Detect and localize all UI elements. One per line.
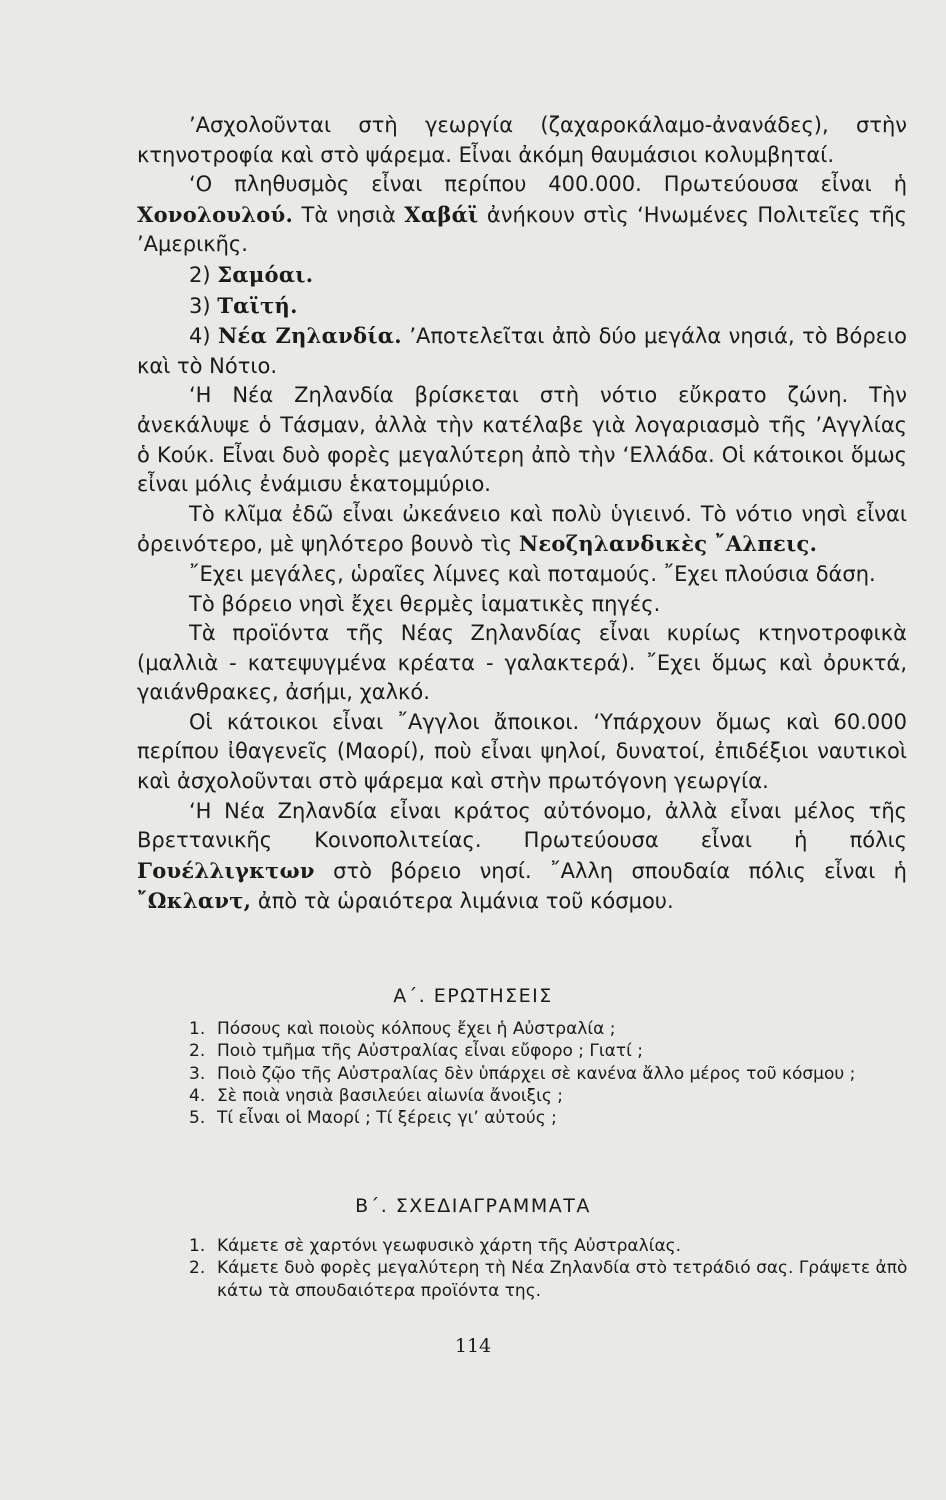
text-run: 4) bbox=[189, 324, 219, 349]
item-number: 5. bbox=[189, 1108, 206, 1129]
text-run: Οἱ κάτοικοι εἶναι ῎Αγγλοι ἄποικοι. ‘Υπάρχουν ὅμως καὶ 60.000 περίπου ἰθαγενεῖς (Μαορί), ποὺ εἶναι ψηλοί, δυνατοί, ἐπιδέξιοι ναυτικοὶ καὶ ἀσχολοῦνται στὸ ψάρεμα καὶ στὴν πρωτόγονη γεωργία. bbox=[137, 709, 907, 794]
text-run: ‘Ο πληθυσμὸς εἶναι περίπου 400.000. Πρωτεύουσα εἶναι ἡ bbox=[189, 172, 907, 197]
item-text: Σὲ ποιὰ νησιὰ βασιλεύει αἰωνία ἄνοιξις ; bbox=[217, 1085, 564, 1106]
item-number: 1. bbox=[189, 1236, 206, 1256]
item-text: Ποιὸ τμῆμα τῆς Αὐστραλίας εἶναι εὔφορο ; Γιατί ; bbox=[217, 1041, 643, 1062]
paragraph bbox=[137, 619, 907, 708]
bold-term: Γουέλλιγκτων bbox=[137, 857, 315, 883]
bold-term: Σαμόαι. bbox=[217, 261, 314, 287]
page-number: 114 bbox=[454, 1335, 492, 1357]
paragraph bbox=[137, 381, 907, 499]
list-item bbox=[189, 1085, 919, 1107]
text-run: Τὸ βόρειο νησὶ ἔχει θερμὲς ἰαματικὲς πηγές. bbox=[189, 591, 661, 616]
text-run: 3) bbox=[189, 293, 218, 318]
paragraph bbox=[137, 170, 907, 260]
text-run: Τὰ νησιὰ bbox=[293, 202, 405, 227]
item-number: 2. bbox=[189, 1258, 206, 1279]
paragraph bbox=[137, 797, 907, 917]
text-run: Τὰ προϊόντα τῆς Νέας Ζηλανδίας εἶναι κυρίως κτηνοτροφικὰ (μαλλιὰ - κατεψυγμένα κρέατα - γαλακτερά). ῎Εχει ὅμως καὶ ὀρυκτά, γαιάνθρακες, ἀσήμι, χαλκό. bbox=[137, 621, 907, 705]
text-run: ἀνήκουν στὶς ‘Ηνωμένες Πολιτεῖες τῆς ’Αμερικῆς. bbox=[137, 202, 907, 257]
text-run: ’Ασχολοῦνται στὴ γεωργία (ζαχαροκάλαμο-ἀνανάδες), στὴν κτηνοτροφία καὶ στὸ ψάρεμα. Εἶναι ἀκόμη θαυμάσιοι κολυμβηταί. bbox=[137, 113, 907, 167]
paragraph bbox=[137, 560, 907, 590]
paragraph bbox=[137, 590, 907, 620]
text-run: ῎Εχει μεγάλες, ὡραῖες λίμνες καὶ ποταμούς. ῎Εχει πλούσια δάση. bbox=[189, 561, 876, 586]
list-item bbox=[189, 1063, 919, 1085]
item-text: Τί εἶναι οἱ Μαορί ; Τί ξέρεις γι’ αὐτούς ; bbox=[217, 1108, 557, 1129]
item-number: 2. bbox=[189, 1041, 206, 1062]
sketches-list bbox=[189, 1235, 919, 1302]
bold-term: Ταϊτή. bbox=[217, 292, 298, 318]
text-run: στὸ βόρειο νησί. ῎Αλλη σπουδαία πόλις εἶναι ἡ bbox=[314, 858, 907, 883]
list-item bbox=[189, 1040, 919, 1062]
bold-term: Νέα Ζηλανδία. bbox=[218, 323, 402, 349]
bold-term: Νεοζηλανδικὲς ῎Αλπεις. bbox=[518, 531, 818, 557]
bold-term: Χονολουλού. bbox=[137, 201, 294, 227]
text-run: 2) bbox=[189, 262, 218, 287]
paragraph bbox=[137, 291, 907, 322]
sketches-heading: Β΄. ΣΧΕΔΙΑΓΡΑΜΜΑΤΑ bbox=[355, 1195, 591, 1217]
item-number: 4. bbox=[189, 1085, 206, 1106]
paragraph bbox=[137, 708, 907, 797]
bold-term: ῎Ωκλαντ, bbox=[137, 888, 252, 914]
item-number: 3. bbox=[189, 1063, 206, 1084]
body-text bbox=[137, 111, 907, 917]
text-run: Τὸ κλῖμα ἐδῶ εἶναι ὠκεάνειο καὶ πολὺ ὑγιεινό. Τὸ νότιο νησὶ εἶναι ὀρεινότερο, μὲ ψηλότερο βουνὸ τὶς bbox=[137, 501, 907, 557]
paragraph bbox=[137, 500, 907, 560]
text-run: ἀπὸ τὰ ὡραιότερα λιμάνια τοῦ κόσμου. bbox=[251, 889, 674, 914]
paragraph bbox=[137, 111, 907, 170]
text-run: ‘Η Νέα Ζηλανδία βρίσκεται στὴ νότιο εὔκρατο ζώνη. Τὴν ἀνεκάλυψε ὁ Τάσμαν, ἀλλὰ τὴν κατέλαβε γιὰ λογαριασμὸ τῆς ’Αγγλίας ὁ Κούκ. Εἶναι δυὸ φορὲς μεγαλύτερη ἀπὸ τὴν ‘Ελλάδα. Οἱ κάτοικοι ὅμως εἶναι μόλις ἐνάμισυ ἑκατομμύριο. bbox=[137, 383, 907, 497]
item-text: Κάμετε σὲ χαρτόνι γεωφυσικὸ χάρτη τῆς Αὐστραλίας. bbox=[217, 1236, 682, 1256]
list-item bbox=[189, 1235, 919, 1257]
questions-heading: Α΄. ΕΡΩΤΗΣΕΙΣ bbox=[393, 985, 553, 1007]
bold-term: Χαβάϊ bbox=[404, 201, 479, 227]
item-text: Ποιὸ ζῷο τῆς Αὐστραλίας δὲν ὑπάρχει σὲ κανένα ἄλλο μέρος τοῦ κόσμου ; bbox=[217, 1063, 856, 1084]
text-run: ’Αποτελεῖται ἀπὸ δύο μεγάλα νησιά, τὸ Βόρειο καὶ τὸ Νότιο. bbox=[137, 324, 907, 378]
item-number: 1. bbox=[189, 1019, 206, 1039]
item-text: Κάμετε δυὸ φορὲς μεγαλύτερη τὴ Νέα Ζηλανδία στὸ τετράδιό σας. Γράψετε ἀπὸ κάτω τὰ σπουδαιότερα προϊόντα της. bbox=[217, 1258, 908, 1301]
item-text: Πόσους καὶ ποιοὺς κόλπους ἔχει ἡ Αὐστραλία ; bbox=[217, 1019, 616, 1039]
text-run: ‘Η Νέα Ζηλανδία εἶναι κράτος αὐτόνομο, ἀλλὰ εἶναι μέλος τῆς Βρεττανικῆς Κοινοπολιτείας. Πρωτεύουσα εἶναι ἡ πόλις bbox=[137, 798, 907, 853]
paragraph bbox=[137, 321, 907, 381]
list-item bbox=[189, 1018, 919, 1040]
list-item bbox=[189, 1257, 919, 1302]
list-item bbox=[189, 1107, 919, 1129]
paragraph bbox=[137, 260, 907, 291]
questions-list bbox=[189, 1018, 919, 1129]
